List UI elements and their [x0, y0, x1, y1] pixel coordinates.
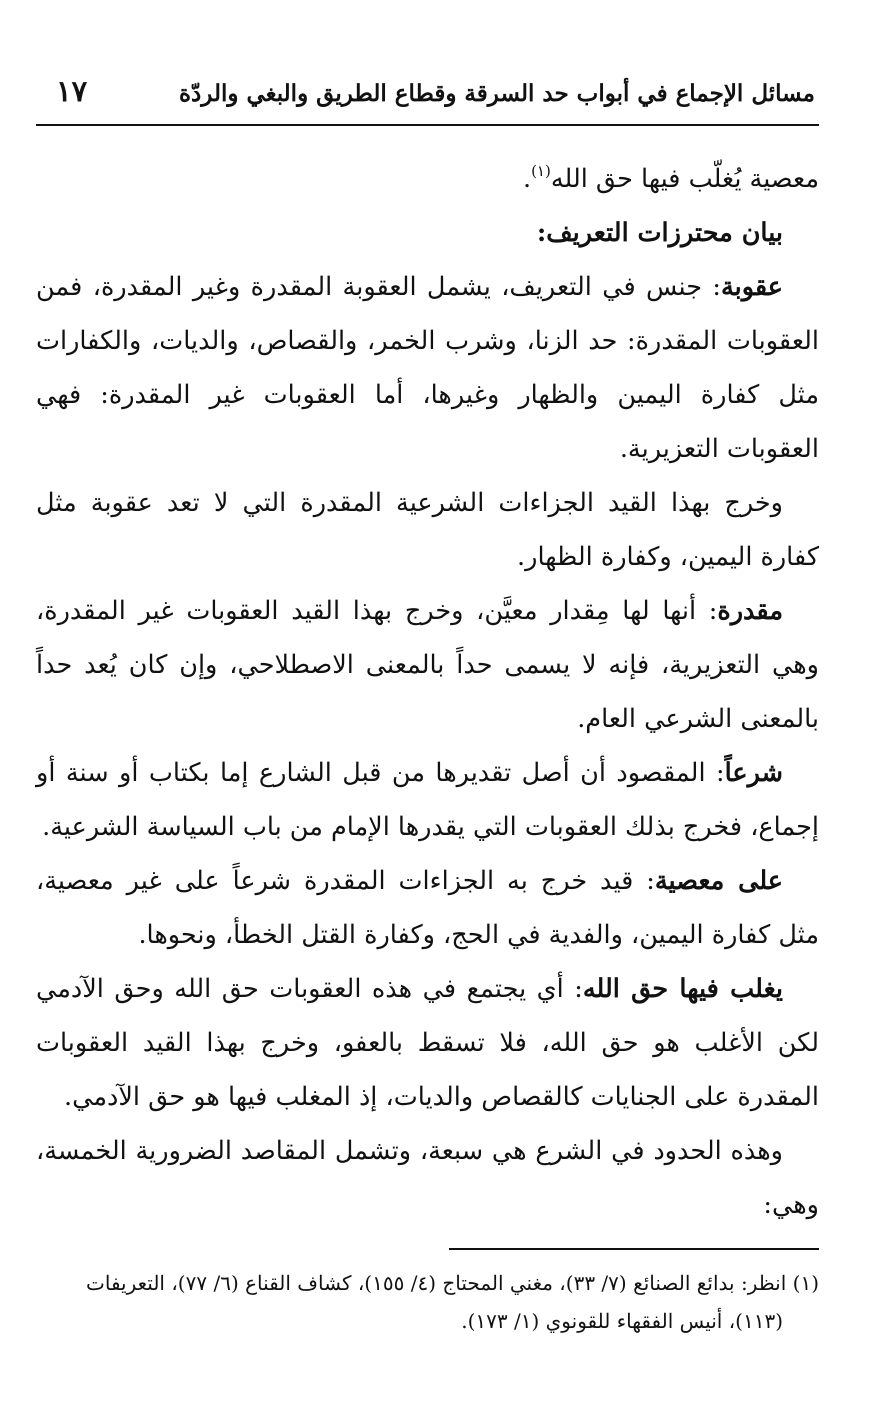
paragraph-text: : قيد خرج به الجزاءات المقدرة شرعاً على غير معصية، مثل كفارة اليمين، والفدية في الحج، وكفارة القتل الخطأ، ونحوها. — [36, 866, 819, 950]
paragraph-text: . — [522, 164, 532, 194]
defined-term: يغلب فيها حق الله — [582, 974, 783, 1004]
page-number: ١٧ — [56, 74, 88, 108]
paragraph — [36, 962, 819, 1124]
paragraph — [36, 476, 819, 584]
defined-term: مقدرة — [717, 596, 783, 626]
footnotes — [36, 1264, 819, 1340]
defined-term: على معصية — [654, 866, 783, 896]
paragraph-text: وخرج بهذا القيد الجزاءات الشرعية المقدرة التي لا تعد عقوبة مثل كفارة اليمين، وكفارة الظهار. — [36, 488, 819, 572]
paragraph — [36, 584, 819, 746]
main-text — [36, 144, 819, 1232]
paragraph-text: معصية يُغلّب فيها حق الله — [550, 164, 819, 194]
paragraph — [36, 746, 819, 854]
paragraph-text: : جنس في التعريف، يشمل العقوبة المقدرة وغير المقدرة، فمن العقوبات المقدرة: حد الزنا، وشرب الخمر، والقصاص، والديات، والكفارات مثل كفارة اليمين والظهار وغيرها، أما العقوبات غير المقدرة: فهي العقوبات التعزيرية. — [36, 272, 819, 464]
section-heading: بيان محترزات التعريف: — [536, 218, 783, 248]
paragraph — [36, 144, 819, 206]
footnote-line: (١١٣)، أنيس الفقهاء للقونوي (١/ ١٧٣). — [461, 1309, 783, 1333]
defined-term: شرعاً — [724, 758, 783, 788]
paragraph — [36, 854, 819, 962]
book-page — [36, 64, 819, 1340]
page-header — [36, 64, 819, 126]
paragraph — [36, 260, 819, 476]
footnote-reference: (١) — [531, 162, 551, 180]
paragraph-text: : أنها لها مِقدار معيَّن، وخرج بهذا القيد العقوبات غير المقدرة، وهي التعزيرية، فإنه لا يسمى حداً بالمعنى الاصطلاحي، وإن كان يُعد حداً بالمعنى الشرعي العام. — [36, 596, 819, 734]
paragraph-text: : أي يجتمع في هذه العقوبات حق الله وحق الآدمي لكن الأغلب هو حق الله، فلا تسقط بالعفو، وخرج بهذا القيد العقوبات المقدرة على الجنايات كالقصاص والديات، إذ المغلب فيها هو حق الآدمي. — [36, 974, 819, 1112]
running-title: مسائل الإجماع في أبواب حد السرقة وقطاع الطريق والبغي والردّة — [178, 80, 815, 107]
paragraph-text: وهذه الحدود في الشرع هي سبعة، وتشمل المقاصد الضرورية الخمسة، وهي: — [36, 1136, 819, 1220]
footnote-line: (١) انظر: بدائع الصنائع (٧/ ٣٣)، مغني المحتاج (٤/ ١٥٥)، كشاف القناع (٦/ ٧٧)، التعريفات — [86, 1271, 819, 1295]
footnote-divider — [449, 1248, 819, 1250]
paragraph-text: : المقصود أن أصل تقديرها من قبل الشارع إما بكتاب أو سنة أو إجماع، فخرج بذلك العقوبات التي يقدرها الإمام من باب السياسة الشرعية. — [36, 758, 819, 842]
defined-term: عقوبة — [720, 272, 783, 302]
paragraph — [36, 206, 819, 260]
paragraph — [36, 1124, 819, 1232]
